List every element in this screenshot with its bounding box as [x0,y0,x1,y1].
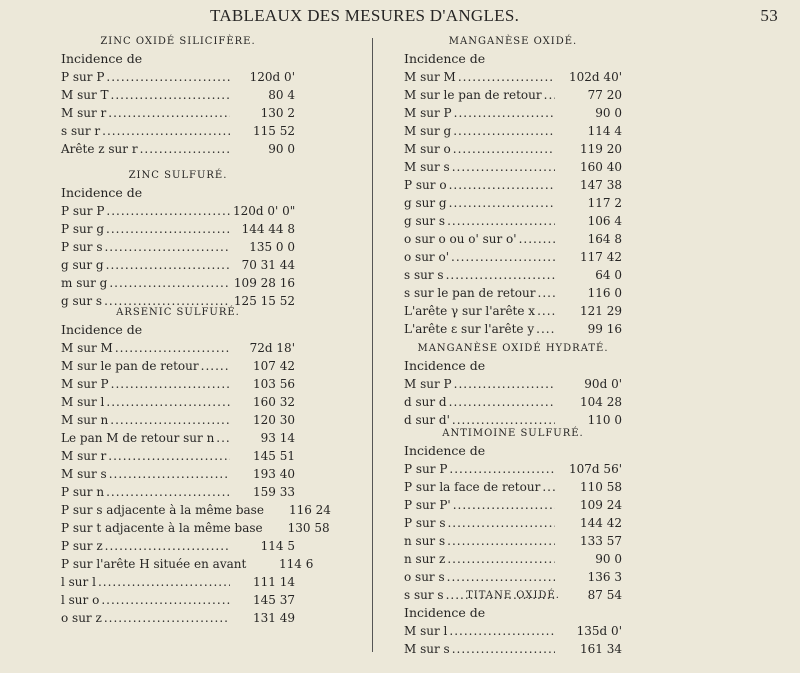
row-label: M sur T [61,88,109,102]
row-value: 161 34 [580,642,622,656]
table-row [404,122,622,140]
row-label: g sur g [404,196,447,210]
leader-dots [108,447,230,465]
row-label: M sur le pan de retour [404,88,542,102]
table-row [404,514,622,532]
leader-dots [452,158,555,176]
leader-dots [458,68,555,86]
row-label: P sur z [61,539,103,553]
table-row [61,220,295,238]
row-label: M sur n [61,413,109,427]
leader-dots [102,122,230,140]
column-divider [372,38,373,652]
leader-dots [447,568,555,586]
row-value: 114 6 [278,557,314,571]
row-label: o sur o' [404,250,449,264]
leader-dots [106,68,230,86]
table-row [404,176,622,194]
row-label: L'arête γ sur l'arête x [404,304,536,318]
row-label: Le pan M de retour sur n [61,431,215,445]
leader-dots [110,411,230,429]
row-label: P sur s [61,240,103,254]
table-row [404,568,622,586]
page-header [0,6,800,28]
row-label: s sur s [404,588,444,602]
row-label: m sur g [61,276,108,290]
row-label: M sur l [61,395,105,409]
row-label: M sur M [61,341,113,355]
table-row [404,478,622,496]
table-row [61,339,295,357]
leader-dots [542,478,555,496]
row-label: M sur le pan de retour [61,359,199,373]
row-label: P sur la face de retour [404,480,541,494]
table-row [61,274,295,292]
row-label: l sur o [61,593,100,607]
leader-dots [449,176,555,194]
row-label: s sur s [404,268,444,282]
row-label: M sur s [404,160,450,174]
section-title: MANGANÈSE OXIDÉ. [448,36,578,47]
row-value: 102d 40' [569,70,622,84]
leader-dots [536,320,555,338]
table-row [404,640,622,658]
leader-dots [109,274,230,292]
section-title: TITANE OXIDÉ. [466,590,560,601]
row-label: o sur s [404,570,445,584]
leader-dots [111,375,230,393]
row-label: P sur P [61,204,105,218]
row-value: 104 28 [580,395,622,409]
row-label: M sur s [404,642,450,656]
row-value: 125 15 52 [233,294,295,308]
row-value: 90d 0' [584,377,622,391]
table-row [61,393,295,411]
table-row [61,122,295,140]
row-label: l sur l [61,575,96,589]
row-label: L'arête ε sur l'arête y [404,322,535,336]
row-value: 103 56 [253,377,295,391]
leader-dots [98,573,230,591]
table-row [404,158,622,176]
leader-dots [449,194,555,212]
row-label: P sur o [404,178,447,192]
leader-dots [449,460,555,478]
row-value: 120 30 [253,413,295,427]
table-row [61,68,295,86]
row-value: 70 31 44 [241,258,295,272]
table-row [61,429,295,447]
section-title: ARSENIC SULFURÉ. [116,307,240,318]
section-title: ZINC SULFURÉ. [128,170,228,181]
row-value: 111 14 [253,575,295,589]
row-value: 133 57 [580,534,622,548]
row-label: P sur P' [404,498,451,512]
leader-dots [449,393,555,411]
row-value: 77 20 [587,88,622,102]
leader-dots [106,483,230,501]
row-value: 120d 0' 0" [233,204,296,218]
leader-dots [537,302,555,320]
leader-dots [453,496,555,514]
row-value: 135 0 0 [249,240,295,254]
row-label: g sur g [61,258,104,272]
table-row [404,140,622,158]
page-title: TABLEAUX DES MESURES D'ANGLES. [210,6,520,25]
table-row [61,238,295,256]
row-value: 110 58 [580,480,622,494]
row-value: 87 54 [587,588,622,602]
row-label: Arête z sur r [61,142,138,156]
leader-dots [108,104,230,122]
row-value: 99 16 [587,322,622,336]
row-value: 90 0 [268,142,295,156]
row-value: 93 14 [260,431,295,445]
row-value: 131 49 [253,611,295,625]
leader-dots [201,357,230,375]
table-row [404,622,622,640]
row-value: 144 42 [580,516,622,530]
section-3 [61,305,331,627]
row-value: 160 32 [253,395,295,409]
row-label: P sur l'arête H située en avant [61,557,247,571]
row-label: M sur M [404,70,456,84]
leader-dots [538,284,556,302]
row-value: 115 52 [253,124,295,138]
table-row [404,212,622,230]
row-label: M sur s [61,467,107,481]
table-row [404,68,622,86]
table-row [61,555,314,573]
row-label: s sur r [61,124,101,138]
row-value: 114 5 [260,539,295,553]
row-value: 117 2 [587,196,622,210]
row-label: d sur d' [404,413,450,427]
table-row [61,573,295,591]
section-title: MANGANÈSE OXIDÉ HYDRATÉ. [417,343,609,354]
row-value: 106 4 [587,214,622,228]
leader-dots [104,238,230,256]
table-row [61,411,295,429]
row-value: 135d 0' [576,624,622,638]
table-row [61,256,295,274]
row-value: 117 42 [580,250,622,264]
row-label: P sur P [404,462,448,476]
table-row [61,104,295,122]
leader-dots [104,609,230,627]
row-value: 193 40 [253,467,295,481]
row-value: 145 51 [253,449,295,463]
table-row [61,357,295,375]
section-2 [404,341,622,429]
leader-dots [452,640,555,658]
row-value: 116 24 [288,503,331,517]
row-value: 160 40 [580,160,622,174]
table-row [61,86,295,104]
row-value: 147 38 [580,178,622,192]
table-row [404,86,622,104]
row-value: 136 3 [587,570,622,584]
leader-dots [446,266,555,284]
leader-dots [140,140,230,158]
row-value: 72d 18' [249,341,295,355]
leader-dots [101,591,230,609]
row-value: 130 2 [260,106,295,120]
table-row [404,248,622,266]
row-value: 109 28 16 [233,276,295,290]
leader-dots [447,514,555,532]
incidence-heading: Incidence de [404,358,486,373]
row-label: M sur r [61,106,107,120]
incidence-heading: Incidence de [61,322,143,337]
table-row [404,496,622,514]
row-label: P sur t adjacente à la même base [61,521,263,535]
row-value: 121 29 [580,304,622,318]
leader-dots [115,339,230,357]
row-label: M sur r [61,449,107,463]
table-row [61,519,330,537]
row-value: 159 33 [253,485,295,499]
row-label: o sur z [61,611,102,625]
leader-dots [454,104,555,122]
leader-dots [447,550,555,568]
table-row [404,302,622,320]
row-value: 80 4 [268,88,295,102]
row-value: 90 0 [595,552,622,566]
table-row [404,375,622,393]
table-row [61,501,331,519]
section-title: ANTIMOINE SULFURÉ. [442,428,584,439]
row-value: 130 58 [287,521,330,535]
row-value: 64 0 [595,268,622,282]
section-1 [61,34,295,158]
table-row [404,550,622,568]
row-value: 119 20 [580,142,622,156]
row-label: n sur s [404,534,446,548]
leader-dots [447,212,555,230]
row-label: s sur le pan de retour [404,286,536,300]
row-value: 116 0 [587,286,622,300]
leader-dots [106,202,230,220]
row-label: d sur d [404,395,447,409]
leader-dots [519,230,555,248]
section-4 [404,588,622,658]
row-label: n sur z [404,552,446,566]
row-label: P sur s [404,516,446,530]
table-row [61,375,295,393]
leader-dots [544,86,555,104]
table-row [61,483,295,501]
table-row [404,194,622,212]
table-row [404,284,622,302]
table-row [61,140,295,158]
incidence-heading: Incidence de [404,51,486,66]
table-row [404,532,622,550]
incidence-heading: Incidence de [61,51,143,66]
row-label: M sur P [404,106,452,120]
table-row [61,609,295,627]
table-row [61,202,295,220]
table-row [404,460,622,478]
row-label: g sur s [61,294,103,308]
row-label: M sur P [61,377,109,391]
page-number: 53 [760,6,778,25]
leader-dots [106,256,230,274]
row-label: P sur g [61,222,105,236]
row-label: o sur o ou o' sur o' [404,232,517,246]
leader-dots [106,393,230,411]
row-label: P sur P [61,70,105,84]
table-row [404,230,622,248]
section-1 [404,34,622,338]
row-label: g sur s [404,214,446,228]
table-row [404,104,622,122]
incidence-heading: Incidence de [404,443,486,458]
row-value: 145 37 [253,593,295,607]
row-value: 114 4 [587,124,622,138]
incidence-heading: Incidence de [61,185,143,200]
leader-dots [453,140,555,158]
row-label: M sur g [404,124,452,138]
row-value: 90 0 [595,106,622,120]
incidence-heading: Incidence de [404,605,486,620]
row-label: M sur o [404,142,451,156]
row-value: 120d 0' [249,70,295,84]
section-3 [404,426,622,604]
row-value: 109 24 [580,498,622,512]
leader-dots [454,375,555,393]
leader-dots [447,532,555,550]
table-row [61,447,295,465]
leader-dots [451,248,555,266]
row-label: P sur s adjacente à la même base [61,503,264,517]
row-label: P sur n [61,485,105,499]
row-value: 144 44 8 [241,222,295,236]
row-value: 107d 56' [569,462,622,476]
leader-dots [449,622,555,640]
table-row [61,591,295,609]
section-2 [61,168,295,310]
table-row [61,537,295,555]
table-row [404,266,622,284]
leader-dots [105,537,230,555]
row-value: 164 8 [587,232,622,246]
leader-dots [111,86,230,104]
row-label: M sur l [404,624,448,638]
row-value: 110 0 [587,413,622,427]
row-label: M sur P [404,377,452,391]
section-title: ZINC OXIDÉ SILICIFÈRE. [100,36,256,47]
table-row [404,320,622,338]
table-row [404,393,622,411]
row-value: 107 42 [253,359,295,373]
leader-dots [109,465,230,483]
leader-dots [453,122,555,140]
leader-dots [216,429,230,447]
table-row [61,465,295,483]
leader-dots [106,220,230,238]
